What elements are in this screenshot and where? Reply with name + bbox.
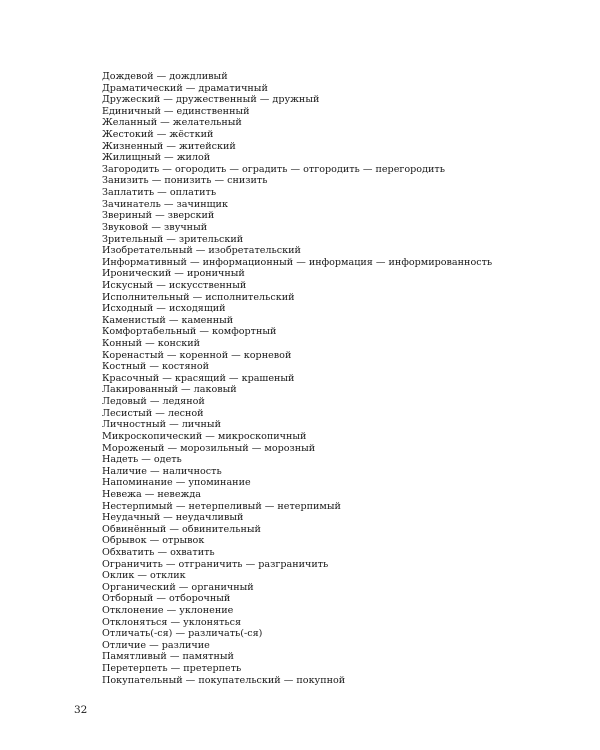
list-item: Информативный — информационный — информация — информированность — [102, 256, 493, 268]
list-item: Напоминание — упоминание — [102, 477, 251, 489]
list-item: Заплатить — оплатить — [102, 187, 217, 199]
list-item: Невежа — невежда — [102, 488, 201, 500]
list-item: Наличие — наличность — [102, 465, 222, 477]
list-item: Обрывок — отрывок — [102, 535, 205, 547]
list-item: Зрительный — зрительский — [102, 233, 244, 245]
list-item: Ледовый — ледяной — [102, 396, 205, 408]
list-item: Звериный — зверский — [102, 210, 215, 222]
list-item: Жизненный — житейский — [102, 140, 236, 152]
list-item: Звуковой — звучный — [102, 221, 208, 233]
list-item: Отклоняться — уклоняться — [102, 616, 242, 628]
list-item: Коренастый — коренной — корневой — [102, 349, 292, 361]
list-item: Нестерпимый — нетерпеливый — нетерпимый — [102, 500, 341, 512]
list-item: Органический — органичный — [102, 581, 254, 593]
list-item: Неудачный — неудачливый — [102, 512, 244, 524]
list-item: Личностный — личный — [102, 419, 221, 431]
list-item: Оклик — отклик — [102, 570, 186, 582]
list-item: Дружеский — дружественный — дружный — [102, 94, 320, 106]
list-item: Памятливый — памятный — [102, 651, 234, 663]
list-item: Перетерпеть — претерпеть — [102, 663, 242, 675]
list-item: Покупательный — покупательский — покупной — [102, 674, 346, 686]
list-item: Желанный — желательный — [102, 117, 242, 129]
list-item: Лесистый — лесной — [102, 407, 204, 419]
list-item: Отличие — различие — [102, 639, 210, 651]
list-item: Исполнительный — исполнительский — [102, 291, 295, 303]
list-item: Единичный — единственный — [102, 105, 250, 117]
list-item: Лакированный — лаковый — [102, 384, 237, 396]
list-item: Отклонение — уклонение — [102, 605, 234, 617]
list-item: Мороженый — морозильный — морозный — [102, 442, 316, 454]
list-item: Ограничить — отграничить — разграничить — [102, 558, 329, 570]
list-item: Зачинатель — зачинщик — [102, 198, 228, 210]
list-item: Отборный — отборочный — [102, 593, 231, 605]
list-item: Комфортабельный — комфортный — [102, 326, 277, 338]
list-item: Костный — костяной — [102, 361, 210, 373]
list-item: Исходный — исходящий — [102, 303, 226, 315]
list-item: Жестокий — жёсткий — [102, 129, 214, 141]
list-item: Драматический — драматичный — [102, 82, 268, 94]
list-item: Обхватить — охватить — [102, 546, 215, 558]
list-item: Обвинённый — обвинительный — [102, 523, 261, 535]
list-item: Дождевой — дождливый — [102, 71, 228, 82]
page-number: 32 — [74, 704, 88, 716]
paronym-list — [102, 71, 492, 686]
list-item: Занизить — понизить — снизить — [102, 175, 268, 187]
list-item: Искусный — искусственный — [102, 279, 247, 291]
list-item: Жилищный — жилой — [102, 152, 211, 164]
list-item: Иронический — ироничный — [102, 268, 245, 280]
list-item: Надеть — одеть — [102, 454, 182, 466]
list-item: Микроскопический — микроскопичный — [102, 430, 307, 442]
list-item: Загородить — огородить — оградить — отгородить — перегородить — [102, 163, 445, 175]
list-item: Конный — конский — [102, 338, 201, 350]
list-item: Каменистый — каменный — [102, 314, 234, 326]
list-item: Красочный — красящий — крашеный — [102, 372, 295, 384]
list-item: Отличать(-ся) — различать(-ся) — [102, 628, 263, 640]
list-item: Изобретательный — изобретательский — [102, 245, 301, 257]
